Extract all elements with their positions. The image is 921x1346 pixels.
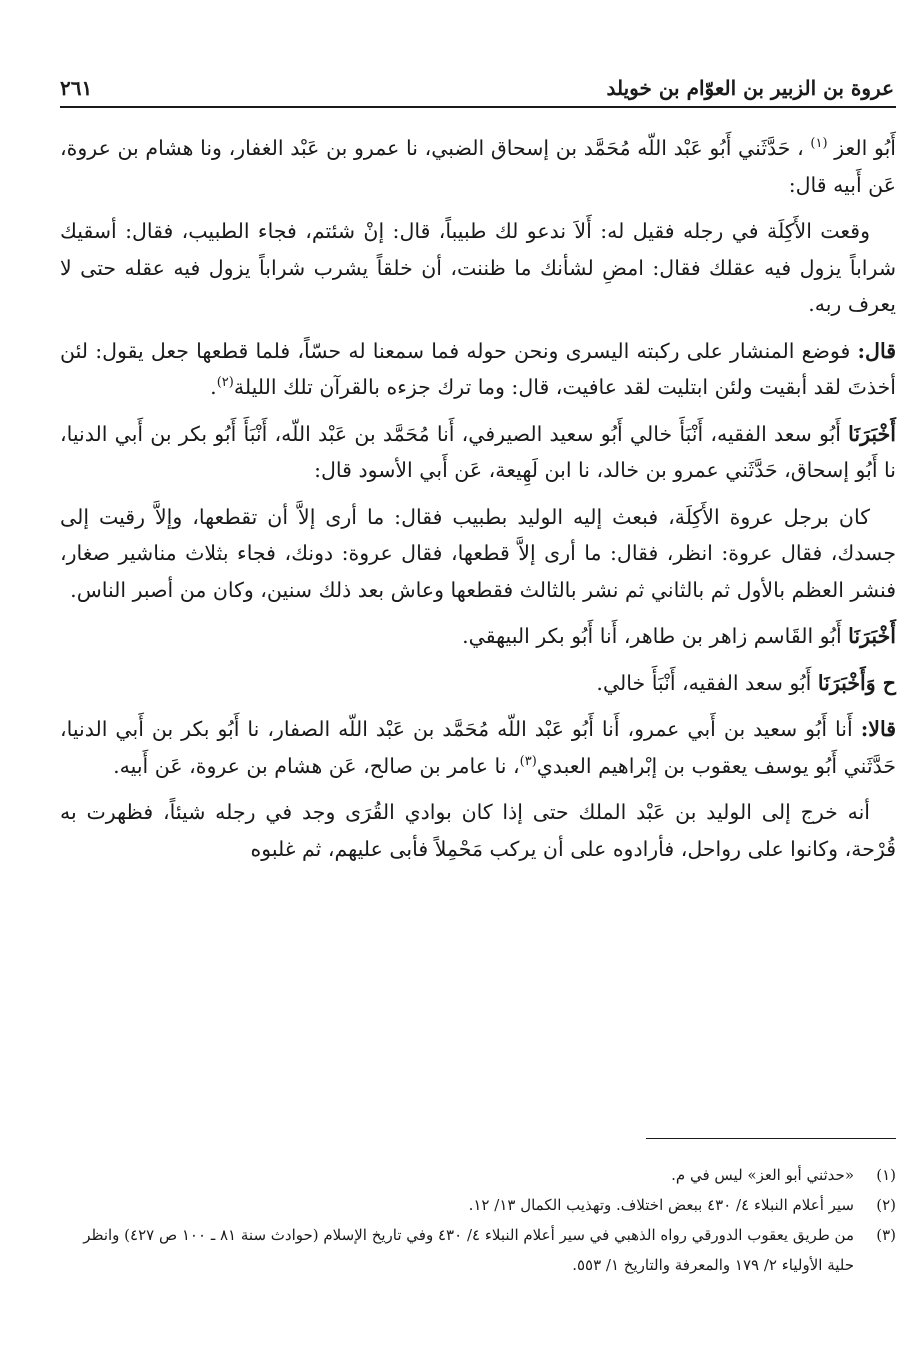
- paragraph-7-label: ح وَأَخْبَرَنَا: [817, 670, 896, 695]
- paragraph-8: [60, 711, 896, 784]
- paragraph-7: [60, 665, 896, 702]
- footnote-ref-3[interactable]: (٣): [519, 753, 537, 769]
- paragraph-7-text: أَبُو سعد الفقيه، أَنْبَأَ خالي.: [596, 670, 818, 695]
- footnote-text: سير أعلام النبلاء ٤/ ٤٣٠ ببعض اختلاف. وتهذيب الكمال ١٣/ ١٢.: [468, 1196, 854, 1214]
- footnote: [60, 1220, 896, 1280]
- footnote-divider: [646, 1138, 896, 1139]
- running-title: عروة بن الزبير بن العوّام بن خويلد: [606, 76, 894, 100]
- footnote-number: (١): [876, 1166, 896, 1184]
- book-page: [60, 70, 896, 1310]
- footnote: [60, 1190, 896, 1220]
- footnote-ref-2[interactable]: (٢): [216, 375, 234, 391]
- paragraph-3-label: قال:: [857, 338, 896, 363]
- paragraph-1-text: ، حَدَّثَني أَبُو عَبْد اللّه مُحَمَّد بن إسحاق الضبي، نا عمرو بن عَبْد الغفار، ونا هشام بن عروة، عَن أَبيه قال:: [60, 136, 896, 197]
- footnote-text: من طريق يعقوب الدورقي رواه الذهبي في سير أعلام النبلاء ٤/ ٤٣٠ وفي تاريخ الإسلام (حوادث سنة ٨١ ـ ١٠٠ ص ٤٢٧) وانظر حلية الأولياء ٢/ ١٧٩ والمعرفة والتاريخ ١/ ٥٥٣.: [83, 1226, 854, 1274]
- footnote-number: (٢): [876, 1196, 896, 1214]
- paragraph-6-text: أَبُو القَاسم زاهر بن طاهر، أَنا أَبُو بكر البيهقي.: [462, 624, 849, 648]
- paragraph-4-text: أَبُو سعد الفقيه، أَنْبَأَ خالي أَبُو سعيد الصيرفي، أَنا مُحَمَّد بن عَبْد اللّه، أَنْبَأَ أَبُو بكر بن أَبي الدنيا، نا أَبُو إسحاق، حَدَّثَني عمرو بن خالد، نا ابن لَهِيعة، عَن أَبي الأسود قال:: [60, 421, 896, 482]
- paragraph-6-label: أَخْبَرَنَا: [848, 624, 896, 648]
- footnote-text: «حدثني أبو العز» ليس في م.: [671, 1166, 854, 1184]
- paragraph-1: [60, 130, 896, 203]
- paragraph-4-label: أَخْبَرَنَا: [848, 421, 896, 446]
- narrator-name: أَبُو العز: [834, 136, 896, 160]
- paragraph-6: [60, 618, 896, 655]
- footnote-ref-1[interactable]: (١): [810, 136, 828, 152]
- page-number: ٢٦١: [60, 76, 93, 100]
- paragraph-8-end: ، نا عامر بن صالح، عَن هشام بن عروة، عَن أَبيه.: [113, 753, 520, 778]
- running-header: [60, 70, 896, 108]
- paragraph-3-end: .: [210, 375, 217, 399]
- paragraph-3-text: فوضع المنشار على ركبته اليسرى ونحن حوله فما سمعنا له حسّاً، فلما قطعها جعل يقول: لئن أخذتَ لقد أبقيت ولئن ابتليت لقد عافيت، قال: وما ترك جزءه بالقرآن تلك الليلة: [60, 338, 896, 399]
- paragraph-8-label: قالا:: [860, 717, 896, 741]
- footnote: [60, 1160, 896, 1190]
- footnotes: [60, 1160, 896, 1280]
- paragraph-9: أنه خرج إلى الوليد بن عَبْد الملك حتى إذا كان بوادي القُرَى وجد في رجله شيئاً، فظهرت به قُرْحة، وكانوا على رواحل، فأرادوه على أن يركب مَحْمِلاً فأبى عليهم، ثم غلبوه: [60, 800, 896, 861]
- paragraph-8-text: أَنا أَبُو سعيد بن أَبي عمرو، أَنا أَبُو عَبْد اللّه مُحَمَّد بن عَبْد اللّه الصفار، نا أَبُو بكر بن أَبي الدنيا، حَدَّثَني أَبُو يوسف يعقوب بن إبْراهيم العبدي: [60, 717, 896, 778]
- paragraph-2: وقعت الأَكِلَة في رجله فقيل له: أَلاَ ندعو لك طبيباً، قال: إنْ شئتم، فجاء الطبيب، فقال: أسقيك شراباً يزول فيه عقلك فقال: امضِ لشأنك ما ظننت، أن خلقاً يشرب شراباً يزول فيه عقله حتى لا يعرف ربه.: [60, 219, 896, 316]
- paragraph-3: [60, 333, 896, 406]
- paragraph-5: كان برجل عروة الأَكِلَة، فبعث إليه الوليد بطبيب فقال: ما أرى إلاَّ أن تقطعها، وإلاَّ رقيت إلى جسدك، فقال عروة: انظر، فقال: ما أرى إلاَّ قطعها، فقال عروة: دونك، فجاء بثلاث مناشير صغار، فنشر العظم بالأول ثم بالثاني ثم نشر بالثالث فقطعها وعاش بعد ذلك سنين، وكان من أصبر الناس.: [60, 504, 896, 602]
- footnote-number: (٣): [876, 1226, 896, 1244]
- main-text: [60, 130, 896, 877]
- paragraph-4: [60, 416, 896, 489]
